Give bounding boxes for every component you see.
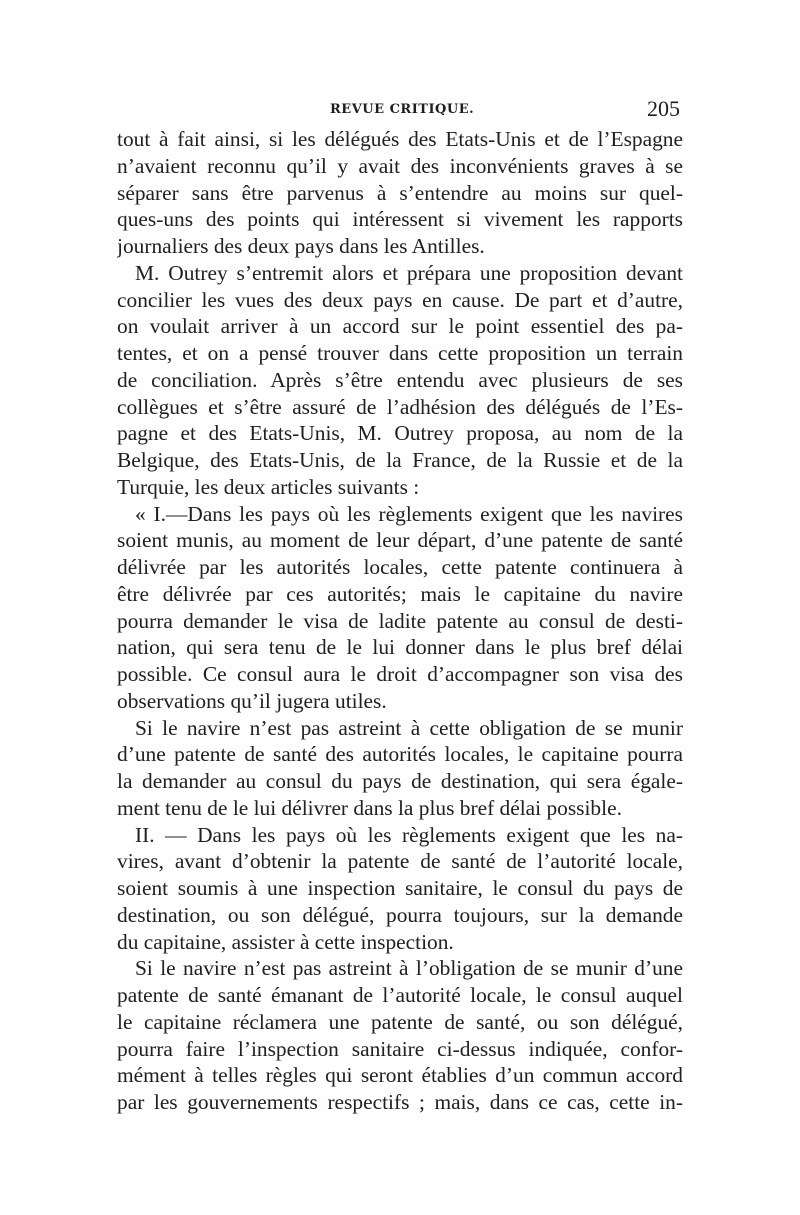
text-line: journaliers des deux pays dans les Antilles. <box>117 234 485 258</box>
text-line: Turquie, les deux articles suivants : <box>117 474 420 499</box>
text-line: Si le navire n’est pas astreint à cette obligation de se munir <box>135 715 683 740</box>
text-line: pourra faire l’inspection sanitaire ci-dessus indiquée, confor- <box>117 1036 683 1061</box>
text-line: « I.—Dans les pays où les règlements exigent que les navires <box>135 501 683 526</box>
text-line: par les gouvernements respectifs ; mais, dans ce cas, cette in- <box>117 1090 683 1114</box>
text-line: n’avaient reconnu qu’il y avait des inconvénients graves à se <box>117 153 683 178</box>
text-line: tentes, et on a pensé trouver dans cette proposition un terrain <box>117 341 683 365</box>
text-line: tout à fait ainsi, si les délégués des Etats-Unis et de l’Espagne <box>117 127 683 151</box>
text-line: de conciliation. Après s’être entendu avec plusieurs de ses <box>117 367 683 392</box>
text-line: M. Outrey s’entremit alors et prépara une proposition devant <box>135 260 683 285</box>
text-line: on voulait arriver à un accord sur le point essentiel des pa- <box>117 314 683 339</box>
text-line: vires, avant d’obtenir la patente de santé de l’autorité locale, <box>117 849 683 874</box>
text-line: concilier les vues des deux pays en cause. De part et d’autre, <box>117 287 683 312</box>
text-line: d’une patente de santé des autorités locales, le capitaine pourra <box>117 742 683 767</box>
text-line: pagne et des Etats-Unis, M. Outrey proposa, au nom de la <box>117 421 683 446</box>
text-line: possible. Ce consul aura le droit d’accompagner son visa des <box>117 662 683 686</box>
text-line: ment tenu de le lui délivrer dans la plus bref délai possible. <box>117 795 622 820</box>
page-number: 205 <box>647 96 680 121</box>
text-line: le capitaine réclamera une patente de santé, ou son délégué, <box>117 1009 683 1034</box>
body-text <box>117 126 683 1116</box>
text-line: ques-uns des points qui intéressent si vivement les rapports <box>117 207 683 232</box>
text-line: soient munis, au moment de leur départ, d’une patente de santé <box>117 528 683 553</box>
text-line: nation, qui sera tenu de le lui donner dans le plus bref délai <box>117 635 683 660</box>
text-line: observations qu’il jugera utiles. <box>117 688 387 713</box>
text-line: soient soumis à une inspection sanitaire, le consul du pays de <box>117 876 683 900</box>
text-line: être délivrée par ces autorités; mais le capitaine du navire <box>117 581 683 606</box>
text-line: patente de santé émanant de l’autorité locale, le consul auquel <box>117 983 683 1007</box>
text-line: collègues et s’être assuré de l’adhésion des délégués de l’Es- <box>117 394 683 419</box>
text-line: du capitaine, assister à cette inspection. <box>117 929 454 954</box>
text-line: destination, ou son délégué, pourra toujours, sur la demande <box>117 902 683 927</box>
text-line: délivrée par les autorités locales, cette patente continuera à <box>117 555 683 579</box>
text-line: séparer sans être parvenus à s’entendre au moins sur quel- <box>117 180 683 205</box>
text-line: la demander au consul du pays de destination, qui sera égale- <box>117 769 683 793</box>
running-title: REVUE CRITIQUE. <box>330 102 475 117</box>
text-line: pourra demander le visa de ladite patente au consul de desti- <box>117 608 683 633</box>
text-line: Belgique, des Etats-Unis, de la France, de la Russie et de la <box>117 448 683 472</box>
text-line: mément à telles règles qui seront établies d’un commun accord <box>117 1063 683 1088</box>
running-head <box>118 96 682 124</box>
text-line: II. — Dans les pays où les règlements exigent que les na- <box>135 822 683 847</box>
text-line: Si le navire n’est pas astreint à l’obligation de se munir d’une <box>135 956 683 981</box>
